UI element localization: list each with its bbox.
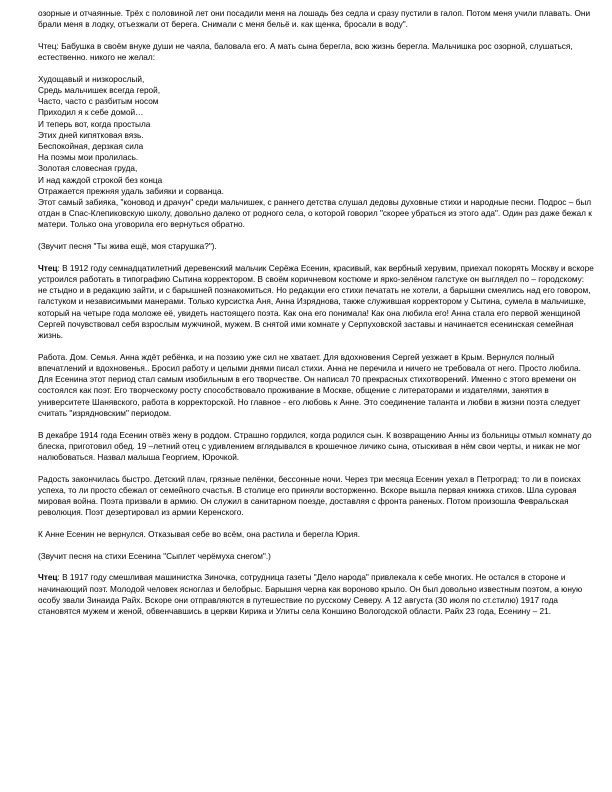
poem-line: Средь мальчишек всегда герой,	[38, 86, 161, 96]
poem-line: Отражается прежняя удаль забияки и сорванца.	[38, 186, 224, 196]
paragraph-6: Работа. Дом. Семья. Анна ждёт ребёнка, и на поэзию уже сил не хватает. Для вдохновения Сергей уезжает в Крым. Вернулся полный впечатлений и вдохновенья.. Бросил работу и целыми днями писал стихи. Анна не перечила и ничего не требовала от него. Просто любила. Для Есенина этот период стал самым изобильным в его творчестве. Он написал 70 прекрасных стихотворений. Именно с этого времени он состоялся как поэт. Его творческому росту способствовало проживание в Москве, общение с литераторами и издателями, занятия в университете Шанявского, работа в корректорской. Но главное - его любовь к Анне. Это соединение таланта и любви в жизни поэта следует считать "изрядновским" периодом.	[38, 352, 581, 418]
paragraph-5-text: : В 1912 году семнадцатилетний деревенский мальчик Серёжа Есенин, красивый, как вербный херувим, приехал покорять Москву и вскоре устроился работать в типографию Сытина корректором. В своём коричневом костюме и ярко-зелёном галстуке он выглядел по – городскому: не стыдно и в редакцию зайти, и с барышней познакомиться. Но редакции его стихи печатать не хотели, а барышни смеялись над его говором, галстуком и независимыми манерами. Только курсистка Аня, Анна Изряднова, также служившая корректором у Сытина, сумела в мальчишке, который на четыре года моложе её, увидеть настоящего поэта. Как она его понимала! Как она любила его! Анна стала его первой женщиной Сергей почувствовал себя взрослым мужчиной, мужем. В снятой ими комнате у Серпуховской заставы и начинается есенинская семейная жизнь.	[38, 263, 594, 341]
paragraph-9: К Анне Есенин не вернулся. Отказывая себе во всём, она растила и берегла Юрия.	[38, 529, 361, 539]
paragraph-10: (Звучит песня на стихи Есенина "Сыплет черёмуха снегом".)	[38, 551, 271, 561]
poem-line: На поэмы мои пролилась.	[38, 153, 139, 163]
paragraph-8: Радость закончилась быстро. Детский плач, грязные пелёнки, бессонные ночи. Через три месяца Есенин уехал в Петроград: то ли в поисках успеха, то ли просто сбежал от семейного счастья. В столице его приняли восторженно. Вскоре вышла первая книжка стихов. Шла суровая мировая война. Поэта призвали в армию. Он служил в санитарном поезде, доставляя с фронта раненых. Потом произошла Февральская революция. Поэт дезертировал из армии Керенского.	[38, 474, 581, 518]
paragraph-11-text: : В 1917 году смешливая машинистка Зиночка, сотрудница газеты "Дело народа" привлекала к себе многих. Не остался в стороне и начинающий поэт. Молодой человек ясноглаз и белобрыс. Барышня черна как вороново крыло. Он был довольно известным поэтом, а юную особу звали Зинаида Райх. Вскоре они отправляются в путешествие по русскому Северу. А 12 августа (30 июля по ст.стилю) 1917 года становятся мужем и женой, обвенчавшись в церкви Кирика и Улиты села Коншино Вологодской области. Райх 23 года, Есенину – 21.	[38, 573, 583, 616]
speaker-label: Чтец	[38, 263, 58, 273]
poem-line: И теперь вот, когда простыла	[38, 119, 151, 129]
paragraph-1: озорные и отчаянные. Трёх с половиной лет они посадили меня на лошадь без седла и сразу пустили в галоп. Потом меня учили плавать. Они брали меня в лодку, отъезжали от берега. Снимали с меня бельё и. как щенка, бросали в воду".	[38, 9, 591, 30]
poem-line: Приходил я к себе домой…	[38, 108, 144, 118]
paragraph-5	[38, 263, 594, 341]
poem-line: Часто, часто с разбитым носом	[38, 97, 159, 107]
poem-line: Этих дней кипятковая вязь.	[38, 130, 144, 140]
paragraph-4: (Звучит песня "Ты жива ещё, моя старушка?").	[38, 242, 217, 252]
paragraph-2: Чтец: Бабушка в своём внуке души не чаяла, баловала его. А мать сына берегла, всю жизнь берегла. Мальчишка рос озорной, слушаться, естественно. никого не желал:	[38, 41, 573, 63]
paragraph-3: Этот самый забияка, "коновод и драчун" среди мальчишек, с раннего детства слушал дедовы духовные стихи и народные песни. Подрос – был отдан в Спас-Клепиковскую школу, довольно далеко от родного села, о которой говорил "скорее убраться из этого ада". Один раз даже бежал к матери. Только она уговорила его вернуться обратно.	[38, 198, 592, 230]
poem-line: Золотая словесная груда,	[38, 164, 138, 174]
poem-line: Беспокойная, дерзкая сила	[38, 142, 144, 152]
paragraph-7: В декабре 1914 года Есенин отвёз жену в роддом. Страшно гордился, когда родился сын. К возвращению Анны из больницы отмыл комнату до блеска, приготовил обед. 19 –летний отец с удивлением вглядывался в крошечное личико сына, отыскивая в нём свои черты, и никак не мог налюбоваться. Назвал малыша Георгием, Юрочкой.	[38, 430, 592, 462]
poem	[38, 74, 594, 197]
poem-line: Худощавый и низкорослый,	[38, 74, 145, 84]
poem-line: И над каждой строкой без конца	[38, 175, 163, 185]
speaker-label: Чтец	[38, 573, 58, 583]
paragraph-11	[38, 572, 594, 617]
